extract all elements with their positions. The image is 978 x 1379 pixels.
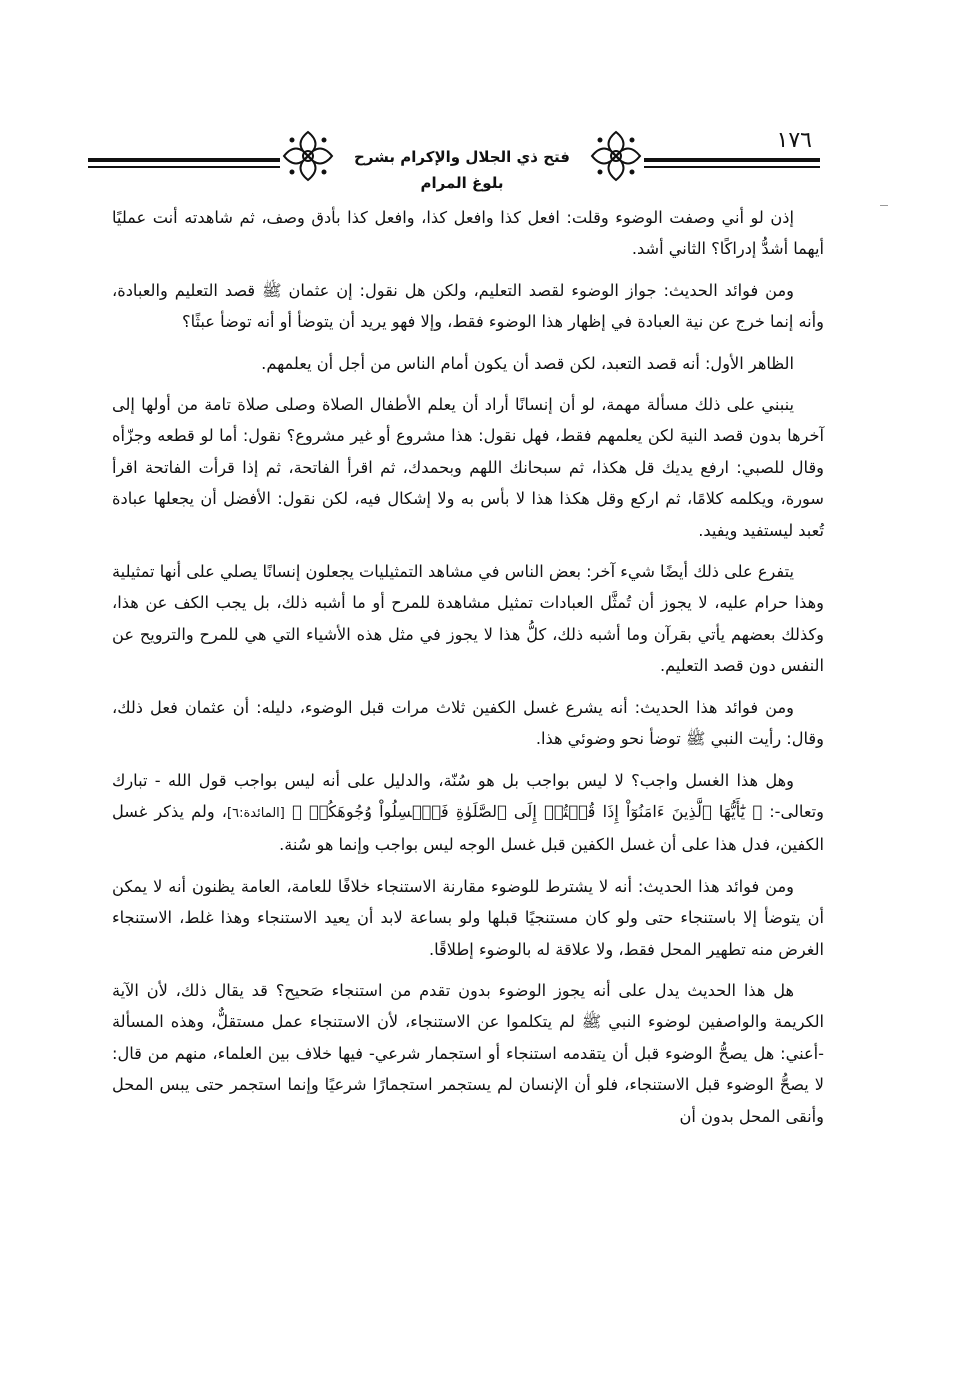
ornament-left-icon (280, 128, 336, 184)
page-number: ١٧٦ (773, 126, 816, 156)
paragraph: هل هذا الحديث يدل على أنه يجوز الوضوء بدون تقدم من استنجاء صَحيح؟ قد يقال ذلك، لأن الآية الكريمة والواصفين لوضوء النبي ﷺ لم يتكلموا عن الاستنجاء، لأن الاستنجاء عمل مستقلٌّ، وهذه المسألة -أعني: هل يصحُّ الوضوء قبل أن يتقدمه استنجاء أو استجمار شرعي- فيها خلاف بين العلماء، منهم من قال: لا يصحُّ الوضوء قبل الاستنجاء، فلو أن الإنسان لم يستجمر استجمارًا شرعيًا وإنما استجمر حتى يبس المحل وأنقى المحل بدون أن (112, 980, 824, 1126)
paragraph: ومن فوائد الحديث: جواز الوضوء لقصد التعليم، ولكن هل نقول: إن عثمان ﷺ قصد التعليم والعبادة، وأنه إنما خرج عن نية العبادة في إظهار هذا الوضوء فقط، وإلا فهو يريد أن يتوضأ أو أنه توضأ عبثًا؟ (112, 280, 824, 332)
paragraph: ومن فوائد هذا الحديث: أنه يشرع غسل الكفين ثلاث مرات قبل الوضوء، دليله: أن عثمان فعل ذلك، وقال: رأيت النبي ﷺ توضأ نحو وضوئي هذا. (112, 697, 824, 749)
paragraph-with-verse (112, 765, 824, 861)
paragraph: ينبني على ذلك مسألة مهمة، لو أن إنسانًا أراد أن يعلم الأطفال الصلاة وصلى صلاة تامة من أولها إلى آخرها بدون قصد النية لكن يعلمهم فقط، فهل نقول: هذا مشروع أو غير مشروع؟ نقول: أما لو قطعه وجزّأه وقال للصبي: ارفع يديك قل هكذا، ثم سبحانك اللهم وبحمدك، ثم اقرأ الفاتحة، ثم إذا قرأت الفاتحة اقرأ سورة، ويكلمه كلامًا، ثم اركع وقل هكذا هذا لا بأس به ولا إشكال فيه، لكن نقول: الأفضل أن يجعلها عبادة تُعبد ليستفيد ويفيد. (112, 395, 824, 540)
paragraph: يتفرع على ذلك أيضًا شيء آخر: بعض الناس في مشاهد التمثيليات يجعلون إنسانًا يصلي على أنها تمثيلية وهذا حرام عليه، لا يجوز أن تُمثَّل العبادات تمثيل مشاهدة للمرح أو ما أشبه ذلك، بل يجب الكف عن هذا، وكذلك بعضهم يأتي بقرآن وما أشبه ذلك، كلُّ هذا لا يجوز في مثل هذه الأشياء التي هي للمرح والترويح عن النفس دون قصد التعليم. (112, 562, 824, 676)
paragraph-text: ، ولم يذكر غسل الكفين، فدل هذا على أن غسل الكفين قبل غسل الوجه ليس بواجب وإنما هو سُنة. (112, 801, 824, 855)
paragraph: ومن فوائد هذا الحديث: أنه لا يشترط للوضوء مقارنة الاستنجاء خلافًا للعامة، العامة يظنون أنه لا يمكن أن يتوضأ إلا باستنجاء حتى ولو كان مستنجيًا قبلها ولو بساعة لابد أن يعيد الاستنجاء وهذا غلط، الاستنجاء الغرض منه تطهير المحل فقط، ولا علاقة له بالوضوء إطلاقًا. (112, 876, 824, 959)
running-header (88, 122, 820, 192)
quran-verse: ﴿ يَٰٓأَيُّهَا ٱلَّذِينَ ءَامَنُوٓاْ إِذَا قُمۡتُمۡ إِلَى ٱلصَّلَوٰةِ فَٱغۡسِلُواْ وُجُوهَكُمۡ ﴾ (292, 801, 763, 821)
surah-reference: [المائدة:٦] (227, 805, 285, 821)
paragraph: إذن لو أني وصفت الوضوء وقلت: افعل كذا وافعل كذا، وافعل كذا بأدق وصف، ثم شاهدته أنت عمليًا أيهما أشدُّ إدراكًا؟ الثاني أشد. (112, 208, 824, 259)
book-title: فتح ذي الجلال والإكرام بشرح بلوغ المرام (336, 144, 588, 196)
margin-mark (880, 205, 888, 206)
paragraph: الظاهر الأول: أنه قصد التعبد، لكن قصد أن يكون أمام الناس من أجل أن يعلمهم. (261, 353, 794, 373)
ornament-right-icon (588, 128, 644, 184)
body-text (112, 202, 824, 1142)
paragraph-text: وهل هذا الغسل واجب؟ لا ليس بواجب بل هو سُنّة، والدليل على أنه ليس بواجب قول الله - تبارك وتعالى-: (112, 770, 824, 821)
